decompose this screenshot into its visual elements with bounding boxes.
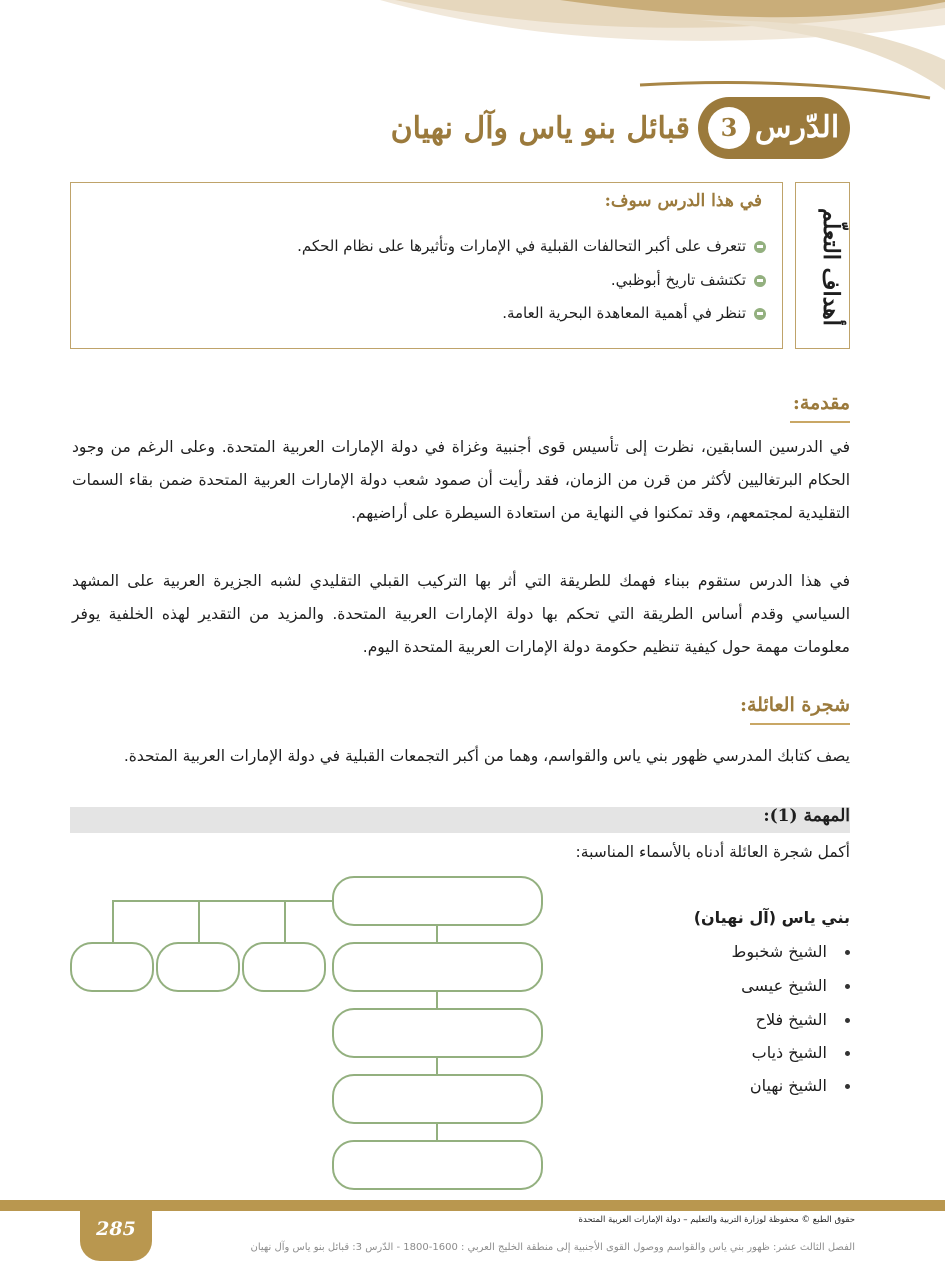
family-tree-underline [750, 723, 850, 725]
objectives-side-panel [795, 182, 850, 349]
intro-underline [790, 421, 850, 423]
bullet-icon [845, 1084, 850, 1089]
name-list-item: الشيخ ذياب [752, 1043, 850, 1062]
names-list-heading: بني ياس (آل نهيان) [693, 908, 850, 927]
tree-node[interactable] [332, 942, 543, 992]
tree-node-root[interactable] [332, 876, 543, 926]
name-list-item: الشيخ فلاح [756, 1010, 850, 1029]
tree-connector [436, 990, 438, 1010]
page-number: 285 [96, 1218, 136, 1240]
objective-item: تكتشف تاريخ أبوظبي. [611, 271, 766, 289]
intro-paragraph-1: في الدرسين السابقين، نظرت إلى تأسيس قوى أجنبية وغزاة في دولة الإمارات العربية المتحدة. وعلى الرغم من وجود الحكام البرتغاليين لأكثر من قرن من الزمان، فقد رأيت أن صمود شعب دولة الإمارات العربية المتحدة ضمن بقاء السمات التقليدية لمجتمعهم، وقد تمكنوا في النهاية من استعادة السيطرة على أراضيهم. [72, 438, 850, 522]
name-list-item: الشيخ نهيان [750, 1076, 850, 1095]
tree-node-child[interactable] [156, 942, 240, 992]
objectives-side-label: أهداف التعلّم [818, 208, 844, 326]
intro-paragraph-2: في هذا الدرس ستقوم ببناء فهمك للطريقة التي أثر بها التركيب القبلي التقليدي لشبه الجزيرة العربية على المشهد السياسي وقدم أساس الطريقة التي تحكم بها دولة الإمارات العربية المتحدة. والمزيد من التقدير لهذه الخلفية يوفر معلومات مهمة حول كيفية تنظيم حكومة دولة الإمارات العربية المتحدة اليوم. [72, 572, 850, 656]
family-tree-heading: شجرة العائلة: [739, 694, 850, 716]
tree-node[interactable] [332, 1140, 543, 1190]
arrow-bullet-icon [754, 275, 766, 287]
bullet-icon [845, 984, 850, 989]
bullet-icon [845, 1018, 850, 1023]
task-instruction: أكمل شجرة العائلة أدناه بالأسماء المناسبة: [575, 843, 850, 861]
tree-connector [436, 1056, 438, 1076]
tree-node[interactable] [332, 1074, 543, 1124]
chapter-info: الفصل الثالث عشر: ظهور بني ياس والقواسم ووصول القوى الأجنبية إلى منطقة الخليج العربي : 1600-1800 - الدّرس 3: قبائل بنو ياس وآل نهيان [250, 1242, 855, 1253]
intro-heading: مقدمة: [792, 392, 850, 414]
tree-connector [284, 900, 286, 942]
tree-connector [436, 1122, 438, 1142]
header-band [0, 40, 945, 100]
copyright-text: حقوق الطبع © محفوظة لوزارة التربية والتعليم – دولة الإمارات العربية المتحدة [578, 1215, 855, 1225]
bullet-icon [845, 950, 850, 955]
lesson-title: قبائل بنو ياس وآل نهيان [390, 111, 690, 146]
objective-item: تنظر في أهمية المعاهدة البحرية العامة. [502, 304, 766, 322]
lesson-number: 3 [708, 107, 750, 149]
objectives-box [70, 182, 783, 349]
arrow-bullet-icon [754, 308, 766, 320]
tree-node-child[interactable] [242, 942, 326, 992]
objectives-heading: في هذا الدرس سوف: [604, 191, 762, 211]
tree-connector [198, 900, 200, 942]
name-list-item: الشيخ عيسى [741, 976, 850, 995]
objective-item: تتعرف على أكبر التحالفات القبلية في الإمارات وتأثيرها على نظام الحكم. [297, 237, 766, 255]
tree-node-child[interactable] [70, 942, 154, 992]
tree-connector [112, 900, 334, 902]
name-list-item: الشيخ شخبوط [732, 942, 850, 961]
task-title: المهمة (1): [763, 806, 850, 826]
tree-node[interactable] [332, 1008, 543, 1058]
tree-connector [112, 900, 114, 942]
task-bar [70, 807, 850, 833]
bullet-icon [845, 1051, 850, 1056]
family-tree-paragraph: يصف كتابك المدرسي ظهور بني ياس والقواسم، وهما من أكبر التجمعات القبلية في دولة الإمارات العربية المتحدة. [123, 747, 850, 765]
tree-connector [436, 924, 438, 944]
arrow-bullet-icon [754, 241, 766, 253]
lesson-word: الدّرس [754, 110, 840, 145]
